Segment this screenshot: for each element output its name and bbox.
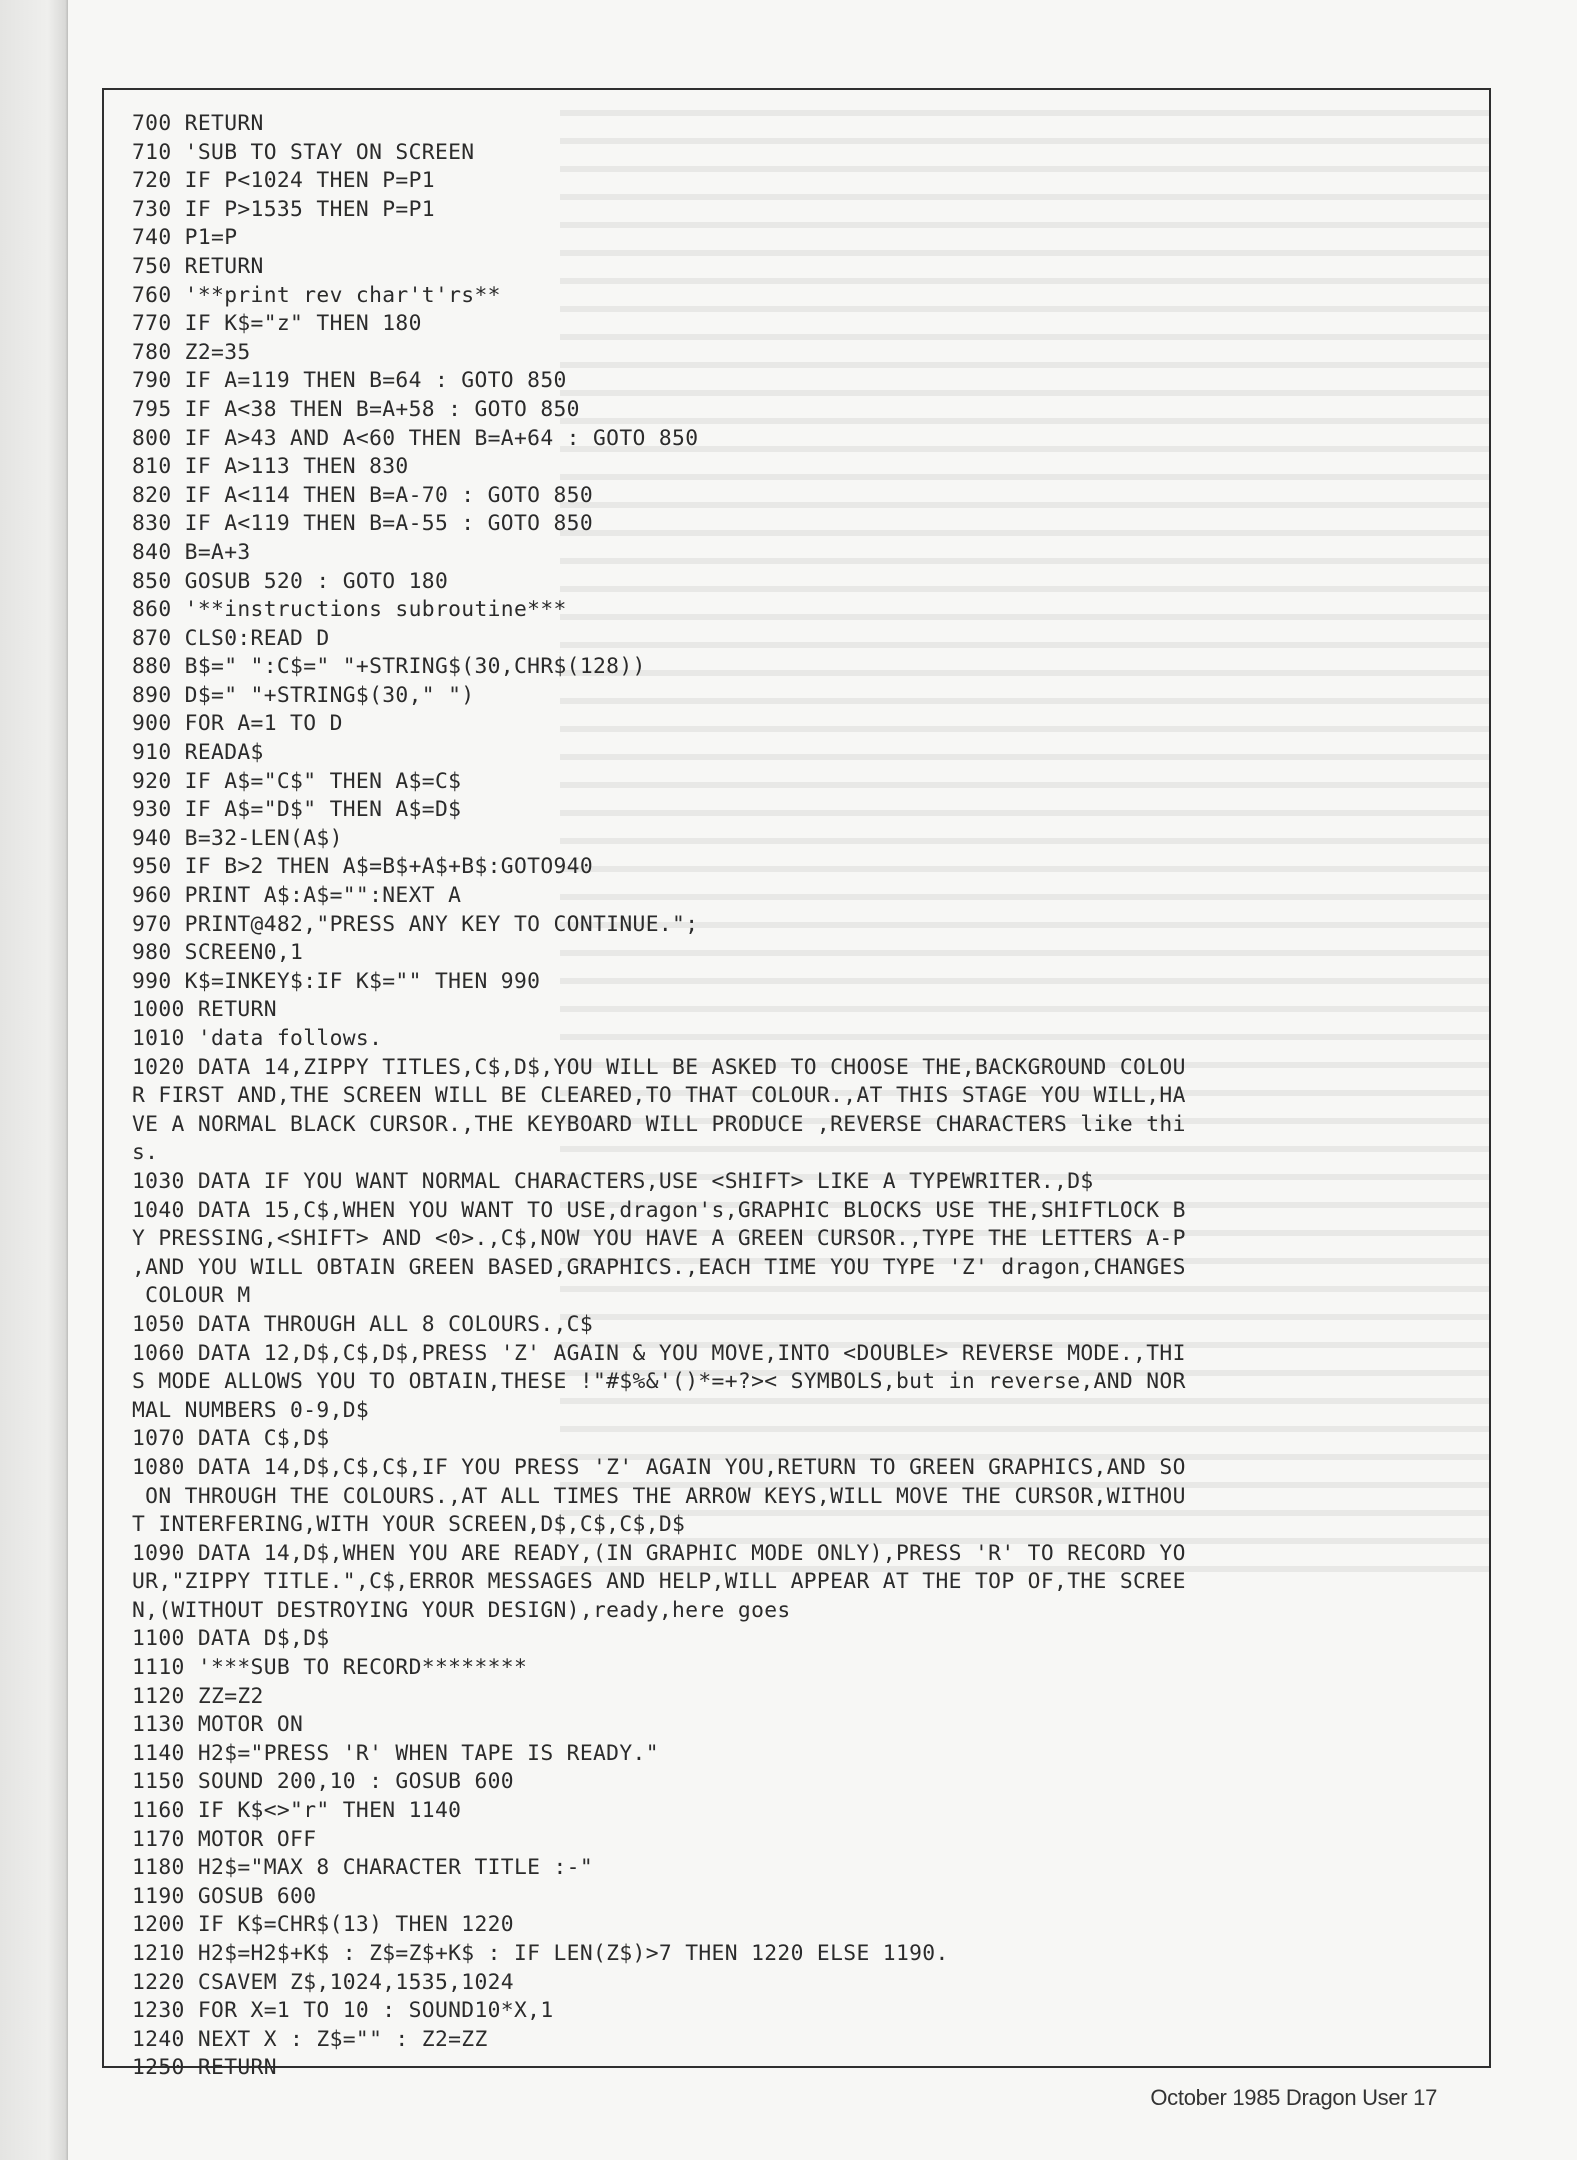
code-line: 1200 IF K$=CHR$(13) THEN 1220 (132, 1912, 514, 1938)
code-line: s. (132, 1140, 159, 1166)
code-line: 1100 DATA D$,D$ (132, 1626, 330, 1652)
code-line: 810 IF A>113 THEN 830 (132, 454, 409, 480)
code-line: Y PRESSING,<SHIFT> AND <0>.,C$,NOW YOU HAVE A GREEN CURSOR.,TYPE THE LETTERS A-P (132, 1226, 1186, 1252)
page-binding-gutter (0, 0, 68, 2160)
code-line: 970 PRINT@482,"PRESS ANY KEY TO CONTINUE."; (132, 911, 699, 937)
code-line: ON THROUGH THE COLOURS.,AT ALL TIMES THE ARROW KEYS,WILL MOVE THE CURSOR,WITHOU (132, 1483, 1186, 1509)
code-line: 750 RETURN (132, 253, 264, 279)
code-line: 780 Z2=35 (132, 339, 251, 365)
code-line: 1120 ZZ=Z2 (132, 1683, 264, 1709)
code-line: R FIRST AND,THE SCREEN WILL BE CLEARED,TO THAT COLOUR.,AT THIS STAGE YOU WILL,HA (132, 1083, 1186, 1109)
code-line: 900 FOR A=1 TO D (132, 711, 343, 737)
code-line: 920 IF A$="C$" THEN A$=C$ (132, 768, 462, 794)
code-line: 860 '**instructions subroutine*** (132, 597, 567, 623)
code-line: 1160 IF K$<>"r" THEN 1140 (132, 1798, 462, 1824)
code-line: 940 B=32-LEN(A$) (132, 825, 343, 851)
code-line: 950 IF B>2 THEN A$=B$+A$+B$:GOTO940 (132, 854, 594, 880)
code-line: 1180 H2$="MAX 8 CHARACTER TITLE :-" (132, 1855, 594, 1881)
program-listing (132, 110, 1482, 2083)
code-line: 770 IF K$="z" THEN 180 (132, 311, 422, 337)
code-line: 930 IF A$="D$" THEN A$=D$ (132, 797, 462, 823)
code-line: 1050 DATA THROUGH ALL 8 COLOURS.,C$ (132, 1311, 594, 1337)
code-line: 890 D$=" "+STRING$(30," ") (132, 682, 475, 708)
code-line: 1140 H2$="PRESS 'R' WHEN TAPE IS READY." (132, 1740, 659, 1766)
code-line: T INTERFERING,WITH YOUR SCREEN,D$,C$,C$,D$ (132, 1512, 686, 1538)
code-line: 1010 'data follows. (132, 1026, 383, 1051)
code-line: 1150 SOUND 200,10 : GOSUB 600 (132, 1769, 514, 1795)
code-line: 760 '**print rev char't'rs** (132, 282, 501, 308)
code-line: MAL NUMBERS 0-9,D$ (132, 1397, 370, 1423)
code-line: 830 IF A<119 THEN B=A-55 : GOTO 850 (132, 511, 594, 537)
code-line: 1250 RETURN (132, 2055, 277, 2081)
code-line: COLOUR M (132, 1283, 251, 1309)
code-line: UR,"ZIPPY TITLE.",C$,ERROR MESSAGES AND HELP,WILL APPEAR AT THE TOP OF,THE SCREE (132, 1569, 1186, 1595)
code-line: 1060 DATA 12,D$,C$,D$,PRESS 'Z' AGAIN & YOU MOVE,INTO <DOUBLE> REVERSE MODE.,THI (132, 1340, 1186, 1366)
code-line: 1210 H2$=H2$+K$ : Z$=Z$+K$ : IF LEN(Z$)>7 THEN 1220 ELSE 1190. (132, 1941, 949, 1966)
code-line: 840 B=A+3 (132, 539, 251, 565)
code-line: 980 SCREEN0,1 (132, 940, 304, 966)
code-line: S MODE ALLOWS YOU TO OBTAIN,THESE !"#$%&'()*=+?>< SYMBOLS,but in reverse,AND NOR (132, 1369, 1186, 1395)
code-line: 720 IF P<1024 THEN P=P1 (132, 168, 435, 194)
code-line: 1070 DATA C$,D$ (132, 1426, 330, 1452)
code-line: 795 IF A<38 THEN B=A+58 : GOTO 850 (132, 396, 580, 422)
code-line: 1130 MOTOR ON (132, 1712, 304, 1738)
code-line: 790 IF A=119 THEN B=64 : GOTO 850 (132, 368, 567, 394)
code-line: 880 B$=" ":C$=" "+STRING$(30,CHR$(128)) (132, 654, 646, 680)
code-line: 850 GOSUB 520 : GOTO 180 (132, 568, 449, 594)
code-line: 960 PRINT A$:A$="":NEXT A (132, 883, 462, 909)
code-line: 1040 DATA 15,C$,WHEN YOU WANT TO USE,dragon's,GRAPHIC BLOCKS USE THE,SHIFTLOCK B (132, 1197, 1186, 1223)
code-line: 910 READA$ (132, 740, 264, 766)
code-line: N,(WITHOUT DESTROYING YOUR DESIGN),ready,here goes (132, 1597, 791, 1623)
page-footer: October 1985 Dragon User 17 (1150, 2085, 1437, 2110)
code-line: 1240 NEXT X : Z$="" : Z2=ZZ (132, 2026, 488, 2052)
code-line: 1030 DATA IF YOU WANT NORMAL CHARACTERS,USE <SHIFT> LIKE A TYPEWRITER.,D$ (132, 1168, 1094, 1194)
code-line: 1090 DATA 14,D$,WHEN YOU ARE READY,(IN GRAPHIC MODE ONLY),PRESS 'R' TO RECORD YO (132, 1540, 1186, 1566)
code-line: 1020 DATA 14,ZIPPY TITLES,C$,D$,YOU WILL BE ASKED TO CHOOSE THE,BACKGROUND COLOU (132, 1054, 1186, 1080)
code-line: 1110 '***SUB TO RECORD******** (132, 1655, 528, 1681)
code-line: 800 IF A>43 AND A<60 THEN B=A+64 : GOTO 850 (132, 425, 699, 451)
code-line: 990 K$=INKEY$:IF K$="" THEN 990 (132, 968, 541, 994)
code-line: 730 IF P>1535 THEN P=P1 (132, 196, 435, 222)
code-line: 710 'SUB TO STAY ON SCREEN (132, 139, 475, 165)
code-line: 1230 FOR X=1 TO 10 : SOUND10*X,1 (132, 1998, 554, 2024)
code-line: 1000 RETURN (132, 997, 277, 1023)
code-line: 740 P1=P (132, 225, 238, 251)
code-line: 1220 CSAVEM Z$,1024,1535,1024 (132, 1969, 514, 1995)
code-line: 1080 DATA 14,D$,C$,C$,IF YOU PRESS 'Z' AGAIN YOU,RETURN TO GREEN GRAPHICS,AND SO (132, 1454, 1186, 1480)
code-line: VE A NORMAL BLACK CURSOR.,THE KEYBOARD WILL PRODUCE ,REVERSE CHARACTERS like thi (132, 1111, 1186, 1137)
code-line: 870 CLS0:READ D (132, 625, 330, 651)
code-line: 700 RETURN (132, 111, 264, 136)
code-line: ,AND YOU WILL OBTAIN GREEN BASED,GRAPHICS.,EACH TIME YOU TYPE 'Z' dragon,CHANGES (132, 1254, 1186, 1280)
code-line: 820 IF A<114 THEN B=A-70 : GOTO 850 (132, 482, 594, 508)
code-line: 1190 GOSUB 600 (132, 1883, 317, 1909)
code-line: 1170 MOTOR OFF (132, 1826, 317, 1852)
